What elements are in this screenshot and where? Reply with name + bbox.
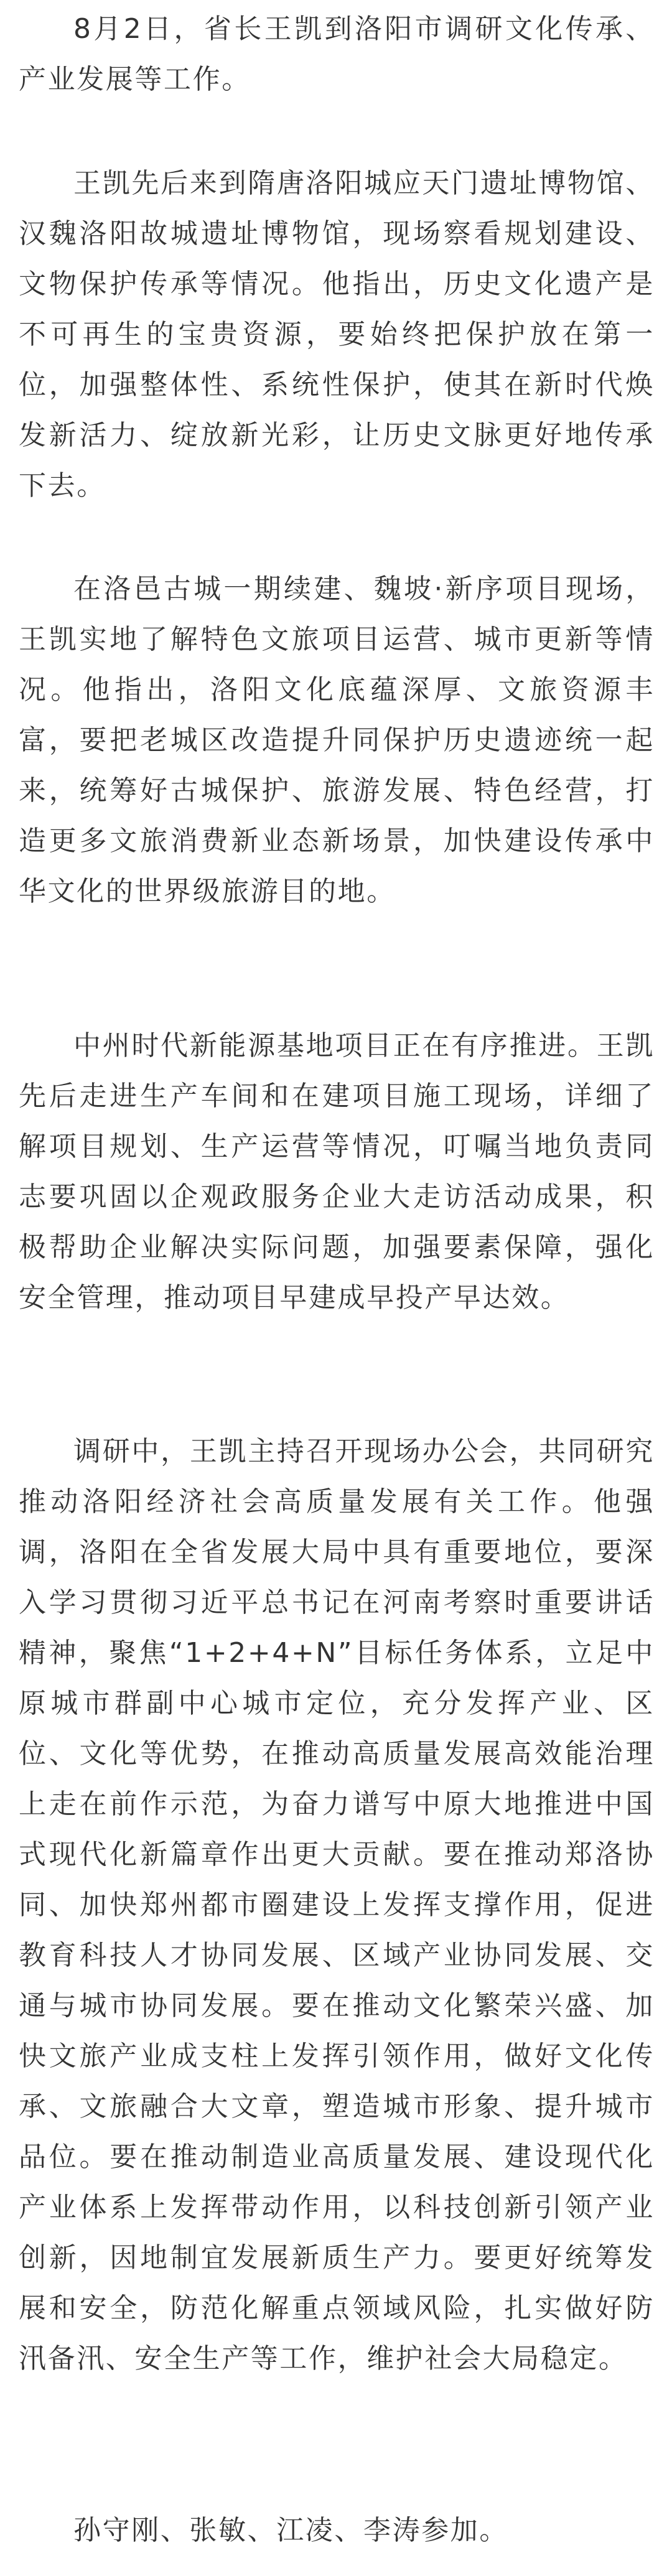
article-paragraph-6: 孙守刚、张敏、江凌、李涛参加。 (73, 2514, 508, 2546)
article-paragraph-1: 8月2日，省长王凯到洛阳市调研文化传承、产业发展等工作。 (19, 13, 655, 95)
article-paragraph-4: 中州时代新能源基地项目正在有序推进。王凯先后走进生产车间和在建项目施工现场，详细了解项目规划、生产运营等情况，叮嘱当地负责同志要巩固以企观政服务企业大走访活动成果，积极帮助企业解决实际问题，加强要素保障，强化安全管理，推动项目早建成早投产早达效。 (19, 1030, 655, 1314)
article-paragraph-5: 调研中，王凯主持召开现场办公会，共同研究推动洛阳经济社会高质量发展有关工作。他强调，洛阳在全省发展大局中具有重要地位，要深入学习贯彻习近平总书记在河南考察时重要讲话精神，聚焦“1+2+4+N”目标任务体系，立足中原城市群副中心城市定位，充分发挥产业、区位、文化等优势，在推动高质量发展高效能治理上走在前作示范，为奋力谱写中原大地推进中国式现代化新篇章作出更大贡献。要在推动郑洛协同、加快郑州都市圈建设上发挥支撑作用，促进教育科技人才协同发展、区域产业协同发展、交通与城市协同发展。要在推动文化繁荣兴盛、加快文旅产业成支柱上发挥引领作用，做好文化传承、文旅融合大文章，塑造城市形象、提升城市品位。要在推动制造业高质量发展、建设现代化产业体系上发挥带动作用，以科技创新引领产业创新，因地制宜发展新质生产力。要更好统筹发展和安全，防范化解重点领域风险，扎实做好防汛备汛、安全生产等工作，维护社会大局稳定。 (19, 1435, 655, 2374)
article-paragraph-3: 在洛邑古城一期续建、魏坡·新序项目现场，王凯实地了解特色文旅项目运营、城市更新等情况。他指出，洛阳文化底蕴深厚、文旅资源丰富，要把老城区改造提升同保护历史遗迹统一起来，统筹好古城保护、旅游发展、特色经营，打造更多文旅消费新业态新场景，加快建设传承中华文化的世界级旅游目的地。 (19, 573, 655, 907)
article-paragraph-2: 王凯先后来到隋唐洛阳城应天门遗址博物馆、汉魏洛阳故城遗址博物馆，现场察看规划建设、文物保护传承等情况。他指出，历史文化遗产是不可再生的宝贵资源，要始终把保护放在第一位，加强整体性、系统性保护，使其在新时代焕发新活力、绽放新光彩，让历史文脉更好地传承下去。 (19, 167, 655, 502)
